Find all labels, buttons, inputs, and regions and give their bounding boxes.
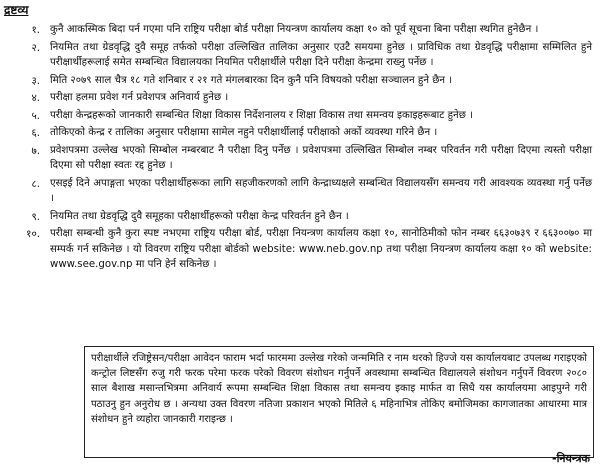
note-item	[6, 143, 592, 174]
note-item	[6, 22, 592, 38]
notes-list	[6, 22, 592, 275]
note-number: १०.	[26, 229, 40, 240]
note-text: परीक्षा सम्बन्धी कुनै कुरा स्पष्ट नभएमा राष्ट्रिय परीक्षा बोर्ड, परीक्षा नियन्त्रण कार्यालय कक्षा १०, सानोठिमीको फोन नम्बर ६६३०७३९ र ६६३००७० मा सम्पर्क गर्न सकिनेछ । यो विवरण राष्ट्रिय परीक्षा बोर्डको website: www.neb.gov.np तथा परीक्षा नियन्त्रण कार्यालय कक्षा १० को website: www.see.gov.np मा पनि हेर्न सकिनेछ ।	[50, 228, 592, 270]
note-text: परीक्षा हलमा प्रवेश गर्न प्रवेशपत्र अनिवार्य हुनेछ ।	[50, 92, 229, 103]
note-number: ३.	[31, 75, 40, 87]
note-item	[6, 209, 592, 225]
note-text: परीक्षा केन्द्रहरूको जानकारी सम्बन्धित शिक्षा विकास निर्देशनालय र शिक्षा विकास तथा समन्वय इकाइहरूबाट हुनेछ ।	[50, 109, 473, 121]
note-item	[6, 73, 592, 89]
note-text: नियमित तथा ग्रेडवृद्धि दुवै समूह तर्फको परीक्षा उल्लिखित तालिका अनुसार एउटै समयमा हुनेछ । प्राविधिक तथा ग्रेडवृद्धि परीक्षामा सम्मिलित हुने परीक्षार्थीहरूलाई समेत सम्बन्धित विद्यालयका नियमित परीक्षार्थीले परीक्षा दिने परीक्षा केन्द्रमा राख्नु पर्नेछ ।	[50, 41, 592, 68]
note-number: ७.	[31, 145, 40, 157]
note-item	[6, 176, 592, 207]
note-item	[6, 108, 592, 124]
note-item	[6, 125, 592, 141]
note-text: नियमित तथा ग्रेडवृद्धि दुवै समूहका परीक्षार्थीहरूको परीक्षा केन्द्र परिवर्तन हुने छैन ।	[50, 210, 349, 222]
signoff-controller: -नियन्त्रक	[552, 452, 590, 465]
note-text: तोकिएको केन्द्र र तालिका अनुसार परीक्षामा सामेल नहुने परीक्षार्थीलाई परीक्षाको अर्को व्यवस्था गरिने छैन ।	[50, 127, 438, 138]
note-number: ४.	[31, 93, 40, 104]
note-number: ९.	[31, 211, 40, 223]
notes-heading: द्रष्टव्य	[4, 3, 29, 17]
note-text: एसइई दिने अपाङ्गता भएका परीक्षार्थीहरूका लागि सहजीकरणको लागि केन्द्राध्यक्षले सम्बन्धित विद्यालयसँग समन्वय गरी आवश्यक व्यवस्था गर्नु पर्नेछ ।	[50, 177, 592, 204]
note-number: ६.	[31, 128, 40, 139]
note-item	[6, 40, 592, 71]
note-number: ८.	[31, 178, 40, 190]
note-number: २.	[31, 42, 40, 54]
note-number: ५.	[31, 110, 40, 122]
note-text: कुनै आकस्मिक बिदा पर्न गएमा पनि राष्ट्रिय परीक्षा बोर्ड परीक्षा नियन्त्रण कार्यालय कक्षा १० को पूर्व सूचना बिना परीक्षा स्थगित हुनेछैन ।	[50, 24, 539, 35]
note-text: मिति २०७९ साल चैत्र १८ गते शनिबार र २१ गते मंगलबारका दिन कुनै पनि विषयको परीक्षा सञ्चालन हुने छैन ।	[50, 74, 453, 86]
correction-notice-box: परीक्षार्थीले रजिष्ट्रेसन/परीक्षा आवेदन फाराम भर्दा फारममा उल्लेख गरेको जन्ममिति र नाम थरको हिज्जे यस कार्यालयबाट उपलब्ध गराइएको कन्ट्रोल लिष्टसँग रुजु गरी फरक परेमा फरक परेको विवरण संशोधन गर्नुपर्ने अवस्थामा सम्बन्धित विद्यालयले संशोधन गर्नुपर्ने विवरण २०८० साल बैशाख मसान्तभित्रमा अनिवार्य रूपमा सम्बन्धित शिक्षा विकास तथा समन्वय इकाइ मार्फत वा सिधै यस कार्यालयमा आइपुग्ने गरी पठाउनु हुन अनुरोध छ । अन्यथा उक्त विवरण नतिजा प्रकाशन भएको मितिले ६ महिनाभित्र तोकिए बमोजिमका कागजातका आधारमा मात्र संशोधन हुने व्यहोरा जानकारी गराइन्छ ।	[84, 346, 594, 458]
note-text: प्रवेशपत्रमा उल्लेख भएको सिम्बोल नम्बरबाट नै परीक्षा दिनु पर्नेछ । प्रवेशपत्रमा उल्लिखित सिम्बोल नम्बर परिवर्तन गरी परीक्षा दिएमा त्यस्तो परीक्षा दिएमा सो परीक्षा स्वतः रद्द हुनेछ ।	[50, 144, 592, 171]
note-item	[6, 226, 592, 273]
note-item	[6, 90, 592, 106]
note-number: १.	[31, 25, 40, 36]
